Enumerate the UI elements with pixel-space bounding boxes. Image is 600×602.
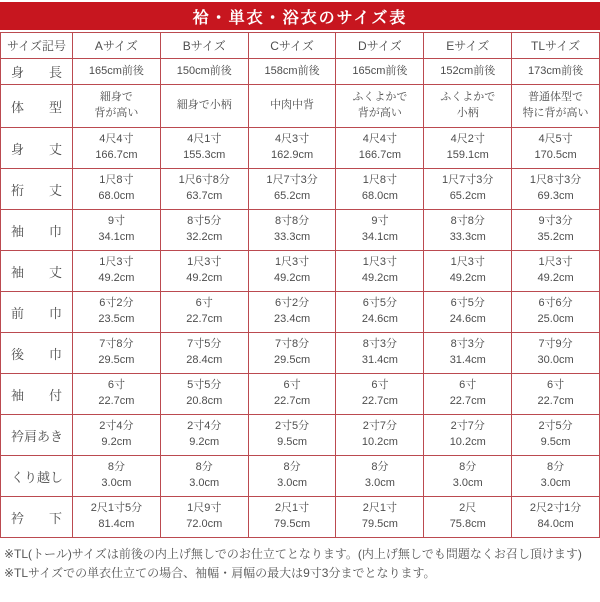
size-cell-line: 7寸5分 bbox=[187, 338, 222, 351]
footnote: ※TL(トール)サイズは前後の内上げ無しでのお仕立てとなります。(内上げ無しでも問題なくお召し頂けます) bbox=[4, 547, 582, 561]
size-cell-line: 細身で bbox=[99, 91, 133, 104]
row-label-text: 身 丈 bbox=[11, 141, 62, 157]
size-cell-line: 9寸 bbox=[371, 215, 389, 228]
row-label bbox=[1, 374, 73, 415]
size-cell bbox=[160, 59, 248, 85]
size-cell-line: 152cm前後 bbox=[440, 64, 496, 77]
size-cell-line: 9.2cm bbox=[101, 436, 132, 448]
size-cell bbox=[248, 497, 336, 538]
size-cell bbox=[424, 497, 512, 538]
size-cell bbox=[424, 210, 512, 251]
size-cell-line: 22.7cm bbox=[537, 395, 574, 407]
size-cell-line: 6寸5分 bbox=[362, 297, 398, 310]
size-cell bbox=[512, 292, 600, 333]
size-cell-line: 4尺1寸 bbox=[187, 133, 222, 146]
row-label-text: 袖 丈 bbox=[11, 264, 62, 280]
size-cell-line: 8分 bbox=[107, 461, 125, 474]
size-cell-line: 6寸 bbox=[107, 379, 125, 392]
size-cell-line: 3.0cm bbox=[452, 477, 483, 489]
size-cell-line: 49.2cm bbox=[537, 272, 574, 284]
size-cell-line: 170.5cm bbox=[534, 149, 577, 161]
size-cell-line: 6寸2分 bbox=[99, 297, 134, 310]
size-cell-line: 72.0cm bbox=[186, 518, 223, 530]
size-cell bbox=[336, 128, 424, 169]
size-cell bbox=[336, 85, 424, 128]
size-cell-line: 155.3cm bbox=[183, 149, 226, 161]
size-cell-line: 65.2cm bbox=[274, 190, 311, 202]
size-cell-line: 150cm前後 bbox=[176, 64, 232, 77]
size-cell-line: 小柄 bbox=[456, 107, 479, 119]
table-body bbox=[1, 59, 600, 538]
size-cell bbox=[248, 251, 336, 292]
size-cell-line: 68.0cm bbox=[361, 190, 398, 202]
size-cell bbox=[512, 415, 600, 456]
size-cell-line: 4尺4寸 bbox=[362, 133, 398, 146]
size-cell-line: 9.5cm bbox=[540, 436, 571, 448]
size-cell-line: 8分 bbox=[195, 461, 213, 474]
size-cell-line: 2寸4分 bbox=[99, 420, 134, 433]
size-cell-line: 23.4cm bbox=[274, 313, 311, 325]
size-cell bbox=[160, 85, 248, 128]
size-cell-line: 49.2cm bbox=[186, 272, 223, 284]
size-cell-line: 3.0cm bbox=[189, 477, 220, 489]
size-cell bbox=[73, 59, 161, 85]
size-cell bbox=[248, 292, 336, 333]
row-label bbox=[1, 59, 73, 85]
size-cell bbox=[424, 128, 512, 169]
size-cell-line: 7寸8分 bbox=[274, 338, 310, 351]
size-cell bbox=[73, 497, 161, 538]
size-cell-line: 158cm前後 bbox=[264, 64, 320, 77]
size-cell-line: 69.3cm bbox=[537, 190, 574, 202]
size-cell bbox=[73, 251, 161, 292]
size-cell-line: 25.0cm bbox=[537, 313, 574, 325]
size-cell-line: 173cm前後 bbox=[528, 64, 584, 77]
size-cell-line: 32.2cm bbox=[186, 231, 223, 243]
size-cell-line: 159.1cm bbox=[446, 149, 489, 161]
size-cell bbox=[512, 210, 600, 251]
size-cell bbox=[336, 59, 424, 85]
size-cell bbox=[160, 497, 248, 538]
table-row bbox=[1, 169, 600, 210]
size-cell-line: 6寸 bbox=[195, 297, 213, 310]
size-cell-line: 4尺5寸 bbox=[538, 133, 573, 146]
size-cell bbox=[512, 169, 600, 210]
size-cell-line: 1尺3寸 bbox=[538, 256, 573, 269]
size-cell-line: 3.0cm bbox=[364, 477, 395, 489]
size-cell-line: 普通体型で bbox=[528, 91, 584, 104]
size-cell-line: 細身で小柄 bbox=[176, 99, 232, 112]
table-row bbox=[1, 292, 600, 333]
size-cell-line: 4尺4寸 bbox=[99, 133, 134, 146]
size-cell-line: 49.2cm bbox=[274, 272, 311, 284]
size-cell bbox=[512, 251, 600, 292]
size-cell bbox=[512, 374, 600, 415]
size-cell-line: 31.4cm bbox=[449, 354, 486, 366]
table-header bbox=[1, 33, 600, 59]
footnote: ※TLサイズでの単衣仕立ての場合、袖幅・肩幅の最大は9寸3分までとなります。 bbox=[4, 565, 436, 580]
size-cell bbox=[336, 292, 424, 333]
size-cell-line: 162.9cm bbox=[270, 149, 314, 161]
size-cell-line: 9.2cm bbox=[189, 436, 220, 448]
size-cell bbox=[424, 169, 512, 210]
size-cell-line: 166.7cm bbox=[358, 149, 401, 161]
row-label-text: 袖 付 bbox=[11, 387, 62, 403]
size-cell-line: 2寸4分 bbox=[187, 420, 222, 433]
size-cell bbox=[160, 169, 248, 210]
size-cell bbox=[73, 456, 161, 497]
row-label-text: 体 型 bbox=[11, 99, 62, 115]
size-cell-line: 2尺1寸 bbox=[362, 502, 398, 515]
size-cell-line: 特に背が高い bbox=[522, 107, 589, 119]
size-cell-line: 背が高い bbox=[94, 107, 139, 119]
size-cell-line: 背が高い bbox=[357, 107, 402, 119]
size-cell bbox=[160, 128, 248, 169]
size-cell-line: 22.7cm bbox=[274, 395, 311, 407]
size-cell-line: 29.5cm bbox=[274, 354, 311, 366]
size-cell-line: 8寸3分 bbox=[362, 338, 398, 351]
size-cell-line: 8寸8分 bbox=[274, 215, 310, 228]
size-cell bbox=[160, 292, 248, 333]
size-cell-line: ふくよかで bbox=[440, 91, 496, 104]
size-chart-page bbox=[0, 2, 600, 602]
size-cell-line: 2尺 bbox=[459, 502, 477, 515]
table-row bbox=[1, 456, 600, 497]
size-cell-line: 2尺2寸1分 bbox=[529, 502, 582, 515]
size-cell-line: 30.0cm bbox=[537, 354, 574, 366]
size-cell-line: 9寸 bbox=[107, 215, 125, 228]
size-cell bbox=[336, 415, 424, 456]
size-cell-line: 1尺7寸3分 bbox=[442, 174, 494, 187]
column-header: Aサイズ bbox=[73, 33, 161, 59]
size-cell-line: 68.0cm bbox=[98, 190, 135, 202]
size-cell-line: 63.7cm bbox=[186, 190, 223, 202]
size-cell-line: 10.2cm bbox=[449, 436, 486, 448]
size-cell-line: 8分 bbox=[371, 461, 389, 474]
table-row bbox=[1, 251, 600, 292]
size-cell-line: 1尺6寸8分 bbox=[178, 174, 230, 187]
size-cell bbox=[160, 333, 248, 374]
size-cell bbox=[512, 333, 600, 374]
table-row bbox=[1, 59, 600, 85]
size-cell-line: 1尺8寸3分 bbox=[529, 174, 582, 187]
size-cell bbox=[424, 292, 512, 333]
size-cell bbox=[424, 415, 512, 456]
size-cell bbox=[424, 374, 512, 415]
table-row bbox=[1, 128, 600, 169]
table-row bbox=[1, 374, 600, 415]
size-cell-line: 1尺8寸 bbox=[99, 174, 134, 187]
size-cell-line: 8分 bbox=[283, 461, 301, 474]
size-cell-line: 1尺7寸3分 bbox=[266, 174, 318, 187]
size-cell bbox=[73, 169, 161, 210]
row-label bbox=[1, 292, 73, 333]
size-cell-line: 81.4cm bbox=[98, 518, 135, 530]
size-cell-line: 8寸3分 bbox=[450, 338, 485, 351]
size-cell bbox=[160, 374, 248, 415]
size-cell-line: 20.8cm bbox=[186, 395, 223, 407]
size-cell bbox=[248, 456, 336, 497]
size-cell-line: 49.2cm bbox=[449, 272, 486, 284]
size-cell-line: 1尺3寸 bbox=[187, 256, 222, 269]
size-cell-line: 1尺3寸 bbox=[274, 256, 310, 269]
size-cell-line: 6寸 bbox=[459, 379, 477, 392]
size-cell-line: 3.0cm bbox=[540, 477, 571, 489]
size-cell bbox=[248, 59, 336, 85]
size-cell-line: 49.2cm bbox=[361, 272, 398, 284]
size-cell-line: 8寸5分 bbox=[187, 215, 222, 228]
size-cell-line: 22.7cm bbox=[361, 395, 398, 407]
size-cell bbox=[73, 292, 161, 333]
size-cell-line: 165cm前後 bbox=[352, 64, 408, 77]
size-cell-line: 79.5cm bbox=[361, 518, 398, 530]
size-cell bbox=[424, 456, 512, 497]
size-cell bbox=[336, 251, 424, 292]
row-label-text: 衿 下 bbox=[11, 510, 62, 526]
row-label-text: 前 巾 bbox=[11, 305, 62, 321]
row-label-text: 身 長 bbox=[11, 65, 62, 80]
row-label-text: 裄 丈 bbox=[11, 182, 62, 198]
size-cell bbox=[248, 85, 336, 128]
size-cell-line: 28.4cm bbox=[186, 354, 223, 366]
size-cell bbox=[512, 497, 600, 538]
size-cell-line: 8寸8分 bbox=[450, 215, 485, 228]
table-row bbox=[1, 497, 600, 538]
size-cell-line: 35.2cm bbox=[537, 231, 574, 243]
table-row bbox=[1, 415, 600, 456]
size-cell bbox=[73, 128, 161, 169]
size-cell-line: 10.2cm bbox=[361, 436, 398, 448]
size-cell bbox=[336, 497, 424, 538]
size-cell bbox=[73, 210, 161, 251]
size-cell-line: 9寸3分 bbox=[538, 215, 573, 228]
row-label-text: く り 越 し bbox=[11, 469, 64, 485]
size-cell-line: 2寸7分 bbox=[362, 420, 398, 433]
column-header: TLサイズ bbox=[512, 33, 600, 59]
size-cell-line: 84.0cm bbox=[537, 518, 574, 530]
size-cell bbox=[336, 169, 424, 210]
size-cell-line: 3.0cm bbox=[277, 477, 308, 489]
size-cell-line: 中肉中背 bbox=[270, 99, 315, 112]
size-cell-line: 7寸8分 bbox=[99, 338, 134, 351]
size-cell-line: 79.5cm bbox=[274, 518, 311, 530]
size-cell-line: 4尺3寸 bbox=[274, 133, 310, 146]
size-cell bbox=[512, 85, 600, 128]
size-cell-line: 165cm前後 bbox=[88, 64, 144, 77]
size-cell bbox=[512, 59, 600, 85]
size-cell-line: 8分 bbox=[459, 461, 477, 474]
table-row bbox=[1, 85, 600, 128]
size-cell bbox=[73, 333, 161, 374]
size-cell-line: 49.2cm bbox=[98, 272, 135, 284]
size-cell-line: 8分 bbox=[547, 461, 565, 474]
table-row bbox=[1, 210, 600, 251]
size-cell-line: 33.3cm bbox=[449, 231, 486, 243]
row-label-text: 袖 巾 bbox=[11, 223, 62, 239]
row-label bbox=[1, 456, 73, 497]
column-header: Dサイズ bbox=[336, 33, 424, 59]
size-cell-line: 31.4cm bbox=[361, 354, 398, 366]
size-cell bbox=[336, 456, 424, 497]
size-cell-line: 6寸6分 bbox=[538, 297, 573, 310]
column-header: サイズ記号 bbox=[1, 33, 73, 59]
column-header: Cサイズ bbox=[248, 33, 336, 59]
size-cell-line: 34.1cm bbox=[361, 231, 398, 243]
size-cell-line: 1尺3寸 bbox=[362, 256, 398, 269]
size-cell-line: 6寸5分 bbox=[450, 297, 485, 310]
size-cell-line: 2寸5分 bbox=[538, 420, 573, 433]
size-cell bbox=[424, 85, 512, 128]
size-cell bbox=[512, 456, 600, 497]
column-header: Eサイズ bbox=[424, 33, 512, 59]
row-label bbox=[1, 128, 73, 169]
size-cell-line: 75.8cm bbox=[449, 518, 486, 530]
row-label bbox=[1, 85, 73, 128]
size-cell bbox=[512, 128, 600, 169]
size-cell bbox=[160, 415, 248, 456]
table-row bbox=[1, 333, 600, 374]
size-cell-line: 2寸5分 bbox=[274, 420, 310, 433]
size-cell bbox=[424, 251, 512, 292]
size-cell-line: 6寸 bbox=[283, 379, 301, 392]
size-cell bbox=[336, 374, 424, 415]
size-cell-line: 34.1cm bbox=[98, 231, 135, 243]
size-cell-line: 2寸7分 bbox=[450, 420, 485, 433]
size-cell-line: 33.3cm bbox=[274, 231, 311, 243]
size-table bbox=[0, 32, 600, 538]
size-cell bbox=[248, 333, 336, 374]
row-label bbox=[1, 210, 73, 251]
size-cell-line: ふくよかで bbox=[352, 91, 408, 104]
size-cell-line: 65.2cm bbox=[449, 190, 486, 202]
size-cell bbox=[424, 333, 512, 374]
size-cell-line: 23.5cm bbox=[98, 313, 135, 325]
size-cell-line: 29.5cm bbox=[98, 354, 135, 366]
size-cell-line: 4尺2寸 bbox=[450, 133, 485, 146]
size-cell-line: 22.7cm bbox=[449, 395, 486, 407]
size-cell-line: 3.0cm bbox=[101, 477, 132, 489]
size-cell bbox=[336, 210, 424, 251]
size-cell-line: 22.7cm bbox=[98, 395, 135, 407]
row-label-text: 衿 肩 あ き bbox=[11, 428, 64, 444]
size-cell bbox=[73, 85, 161, 128]
size-cell-line: 1尺9寸 bbox=[187, 502, 222, 515]
size-cell-line: 2尺1寸 bbox=[274, 502, 310, 515]
size-cell bbox=[424, 59, 512, 85]
page-title: 袷・単衣・浴衣のサイズ表 bbox=[0, 2, 600, 30]
column-header: Bサイズ bbox=[160, 33, 248, 59]
size-cell-line: 6寸 bbox=[371, 379, 389, 392]
size-cell bbox=[248, 210, 336, 251]
size-cell-line: 5寸5分 bbox=[187, 379, 222, 392]
size-cell bbox=[248, 169, 336, 210]
row-label bbox=[1, 169, 73, 210]
size-cell-line: 7寸9分 bbox=[538, 338, 573, 351]
size-cell-line: 166.7cm bbox=[95, 149, 138, 161]
size-cell-line: 6寸 bbox=[547, 379, 565, 392]
size-cell bbox=[336, 333, 424, 374]
row-label-text: 後 巾 bbox=[11, 346, 62, 362]
size-cell-line: 24.6cm bbox=[361, 313, 398, 325]
footnotes bbox=[4, 545, 596, 582]
size-cell bbox=[160, 456, 248, 497]
size-cell-line: 6寸2分 bbox=[274, 297, 310, 310]
size-cell-line: 2尺1寸5分 bbox=[90, 502, 143, 515]
size-cell bbox=[160, 210, 248, 251]
row-label bbox=[1, 415, 73, 456]
size-cell bbox=[248, 374, 336, 415]
size-cell bbox=[73, 374, 161, 415]
size-cell-line: 1尺8寸 bbox=[362, 174, 398, 187]
size-cell bbox=[73, 415, 161, 456]
size-cell-line: 9.5cm bbox=[277, 436, 308, 448]
size-cell bbox=[248, 415, 336, 456]
size-cell bbox=[248, 128, 336, 169]
row-label bbox=[1, 333, 73, 374]
row-label bbox=[1, 497, 73, 538]
size-cell-line: 22.7cm bbox=[186, 313, 223, 325]
row-label bbox=[1, 251, 73, 292]
size-cell-line: 1尺3寸 bbox=[450, 256, 485, 269]
header-row bbox=[1, 33, 600, 59]
size-cell-line: 24.6cm bbox=[449, 313, 486, 325]
size-cell bbox=[160, 251, 248, 292]
size-cell-line: 1尺3寸 bbox=[99, 256, 134, 269]
